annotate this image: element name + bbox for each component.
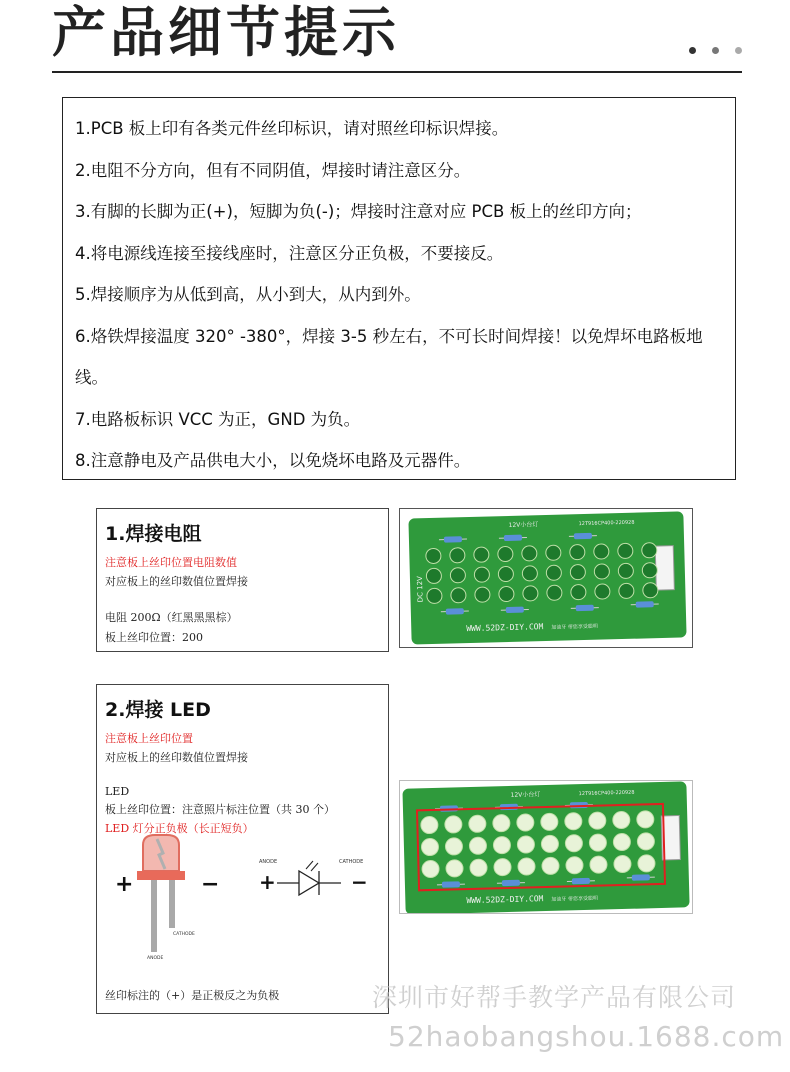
led-pad bbox=[643, 583, 658, 598]
resistor bbox=[444, 536, 462, 542]
tips-box bbox=[62, 97, 736, 480]
step1-heading: 1.焊接电阻 bbox=[105, 523, 202, 545]
led-pad bbox=[547, 585, 562, 600]
pcb-brand: 加油牙 带您享受聪明 bbox=[551, 623, 598, 631]
led-pad bbox=[494, 858, 511, 875]
pcb-label: 12V小台灯 bbox=[510, 791, 541, 799]
symbol-plus: + bbox=[259, 870, 276, 894]
step1-silk: 板上丝印位置：200 bbox=[105, 631, 203, 644]
led-pad bbox=[426, 548, 441, 563]
pcb-board-resistors bbox=[400, 509, 692, 647]
led-pad bbox=[546, 545, 561, 560]
led-pad bbox=[594, 564, 609, 579]
led-pad bbox=[450, 548, 465, 563]
led-pad bbox=[637, 833, 654, 850]
pcb-body bbox=[408, 511, 686, 644]
pcb-url: WWW.52DZ-DIY.COM bbox=[466, 622, 544, 634]
led-pad bbox=[422, 860, 439, 877]
led-pad bbox=[474, 547, 489, 562]
led-pad bbox=[595, 584, 610, 599]
led-component-icon bbox=[137, 835, 195, 961]
led-pad bbox=[618, 563, 633, 578]
led-pad bbox=[613, 811, 630, 828]
pcb-code: 12T916CP400-220928 bbox=[578, 789, 635, 798]
anode-small-label: ANODE bbox=[147, 956, 164, 961]
resistor bbox=[636, 601, 654, 607]
tip-7: 7.电路板标识 VCC 为正，GND 为负。 bbox=[75, 409, 361, 429]
led-pad bbox=[570, 564, 585, 579]
led-pad bbox=[470, 859, 487, 876]
led-pad bbox=[541, 813, 558, 830]
step1-resistor: 电阻 200Ω（红黑黑黑棕） bbox=[105, 611, 238, 624]
led-pad bbox=[517, 814, 534, 831]
led-pad bbox=[566, 857, 583, 874]
tip-6: 6.烙铁焊接温度 320° -380°，焊接 3-5 秒左右，不可长时间焊接！以免焊坏电路板地线。 bbox=[75, 326, 703, 387]
led-pad bbox=[642, 563, 657, 578]
led-pad bbox=[498, 546, 513, 561]
resistor bbox=[632, 874, 650, 880]
led-pad bbox=[637, 811, 654, 828]
tip-3: 3.有脚的长脚为正(+)，短脚为负(-)；焊接时注意对应 PCB 板上的丝印方向； bbox=[75, 202, 642, 221]
resistor bbox=[446, 608, 464, 614]
led-pad bbox=[469, 837, 486, 854]
plus-sign: + bbox=[115, 872, 134, 897]
led-pad bbox=[427, 588, 442, 603]
cathode-small-label: CATHODE bbox=[173, 932, 195, 937]
dot-1 bbox=[689, 47, 696, 54]
step1-card bbox=[96, 508, 389, 652]
tip-8: 8.注意静电及产品供电大小，以免烧坏电路及元器件。 bbox=[75, 451, 471, 470]
tip-4: 4.将电源线连接至接线座时，注意区分正负极，不要接反。 bbox=[75, 243, 504, 263]
led-pad bbox=[638, 855, 655, 872]
led-pad bbox=[518, 858, 535, 875]
resistor bbox=[572, 878, 590, 884]
pcb-url: WWW.52DZ-DIY.COM bbox=[466, 894, 544, 906]
led-pad bbox=[450, 568, 465, 583]
step2-polarity-led: LED bbox=[105, 822, 130, 835]
led-pad bbox=[445, 816, 462, 833]
led-pad bbox=[493, 836, 510, 853]
anode-lead bbox=[151, 880, 157, 952]
dot-2 bbox=[712, 47, 719, 54]
tip-2: 2.电阻不分方向，但有不同阴值，焊接时请注意区分。 bbox=[75, 160, 471, 180]
led-pad bbox=[499, 586, 514, 601]
pcb-label: 12V小台灯 bbox=[508, 521, 539, 529]
pcb-code: 12T916CP400-220928 bbox=[578, 519, 635, 528]
step1-line: 对应板上的丝印数值位置焊接 bbox=[105, 575, 248, 588]
step2-line: 对应板上的丝印数值位置焊接 bbox=[105, 751, 248, 764]
led-pad bbox=[541, 835, 558, 852]
step2-heading: 2.焊接 LED bbox=[105, 699, 211, 721]
tip-5: 5.焊接顺序为从低到高，从小到大，从内到外。 bbox=[75, 285, 421, 304]
resistor bbox=[442, 881, 460, 887]
pagination-dots bbox=[689, 47, 742, 54]
step2-silk: 板上丝印位置：注意照片标注位置（共 30 个） bbox=[105, 803, 335, 816]
led-symbol-icon bbox=[259, 859, 368, 895]
led-pad bbox=[474, 567, 489, 582]
led-pad bbox=[589, 812, 606, 829]
led-pad bbox=[589, 834, 606, 851]
resistor bbox=[502, 880, 520, 886]
led-pad bbox=[445, 838, 462, 855]
pcb-board-leds bbox=[400, 781, 692, 913]
led-pad bbox=[542, 857, 559, 874]
led-pad bbox=[594, 544, 609, 559]
led-pad bbox=[522, 566, 537, 581]
step2-led: LED bbox=[105, 785, 130, 798]
dot-3 bbox=[735, 47, 742, 54]
led-pad bbox=[426, 568, 441, 583]
led-diagram bbox=[101, 831, 381, 961]
led-pad bbox=[421, 816, 438, 833]
led-pad bbox=[571, 584, 586, 599]
minus-sign: − bbox=[201, 872, 220, 897]
led-pad bbox=[565, 813, 582, 830]
header-divider bbox=[52, 71, 742, 73]
led-pad bbox=[613, 833, 630, 850]
led-pad bbox=[446, 860, 463, 877]
led-pad bbox=[421, 838, 438, 855]
led-pad bbox=[546, 565, 561, 580]
led-pad bbox=[522, 546, 537, 561]
led-pad bbox=[565, 835, 582, 852]
page-title: 产品细节提示 bbox=[52, 1, 400, 64]
led-pad bbox=[469, 815, 486, 832]
step2-card bbox=[96, 684, 389, 1014]
led-pad bbox=[493, 814, 510, 831]
step2-polarity-red: 灯分正负极（长正短负） bbox=[129, 822, 254, 835]
led-pad bbox=[498, 566, 513, 581]
resistor bbox=[574, 533, 592, 539]
pcb-connector bbox=[655, 546, 674, 590]
led-pad bbox=[451, 588, 466, 603]
symbol-cathode-label: CATHODE bbox=[339, 859, 364, 865]
symbol-minus: − bbox=[351, 870, 368, 894]
cathode-lead bbox=[169, 880, 175, 928]
pcb-brand: 加油牙 带您享受聪明 bbox=[551, 895, 599, 903]
led-pad bbox=[570, 544, 585, 559]
led-pad bbox=[517, 836, 534, 853]
symbol-anode-label: ANODE bbox=[259, 859, 278, 865]
led-pad bbox=[619, 583, 634, 598]
pcb-dc: DC 12V bbox=[415, 575, 425, 603]
led-pad bbox=[475, 587, 490, 602]
led-pad bbox=[618, 543, 633, 558]
resistor bbox=[506, 607, 524, 613]
resistor bbox=[504, 535, 522, 541]
tip-1: 1.PCB 板上印有各类元件丝印标识，请对照丝印标识焊接。 bbox=[75, 119, 509, 138]
step1-red-note: 注意板上丝印位置电阻数值 bbox=[105, 556, 237, 569]
led-pad bbox=[590, 856, 607, 873]
watermark-company: 深圳市好帮手教学产品有限公司 bbox=[372, 983, 737, 1012]
step2-red-note: 注意板上丝印位置 bbox=[105, 732, 193, 745]
pcb-photo-resistors bbox=[399, 508, 693, 648]
watermark-site: 52haobangshou.1688.com bbox=[388, 1020, 785, 1053]
led-pad bbox=[642, 543, 657, 558]
led-pad bbox=[614, 855, 631, 872]
resistor bbox=[576, 605, 594, 611]
pcb-photo-leds bbox=[399, 780, 693, 914]
led-pad bbox=[523, 586, 538, 601]
step2-footer: 丝印标注的（+）是正极反之为负极 bbox=[105, 989, 280, 1002]
